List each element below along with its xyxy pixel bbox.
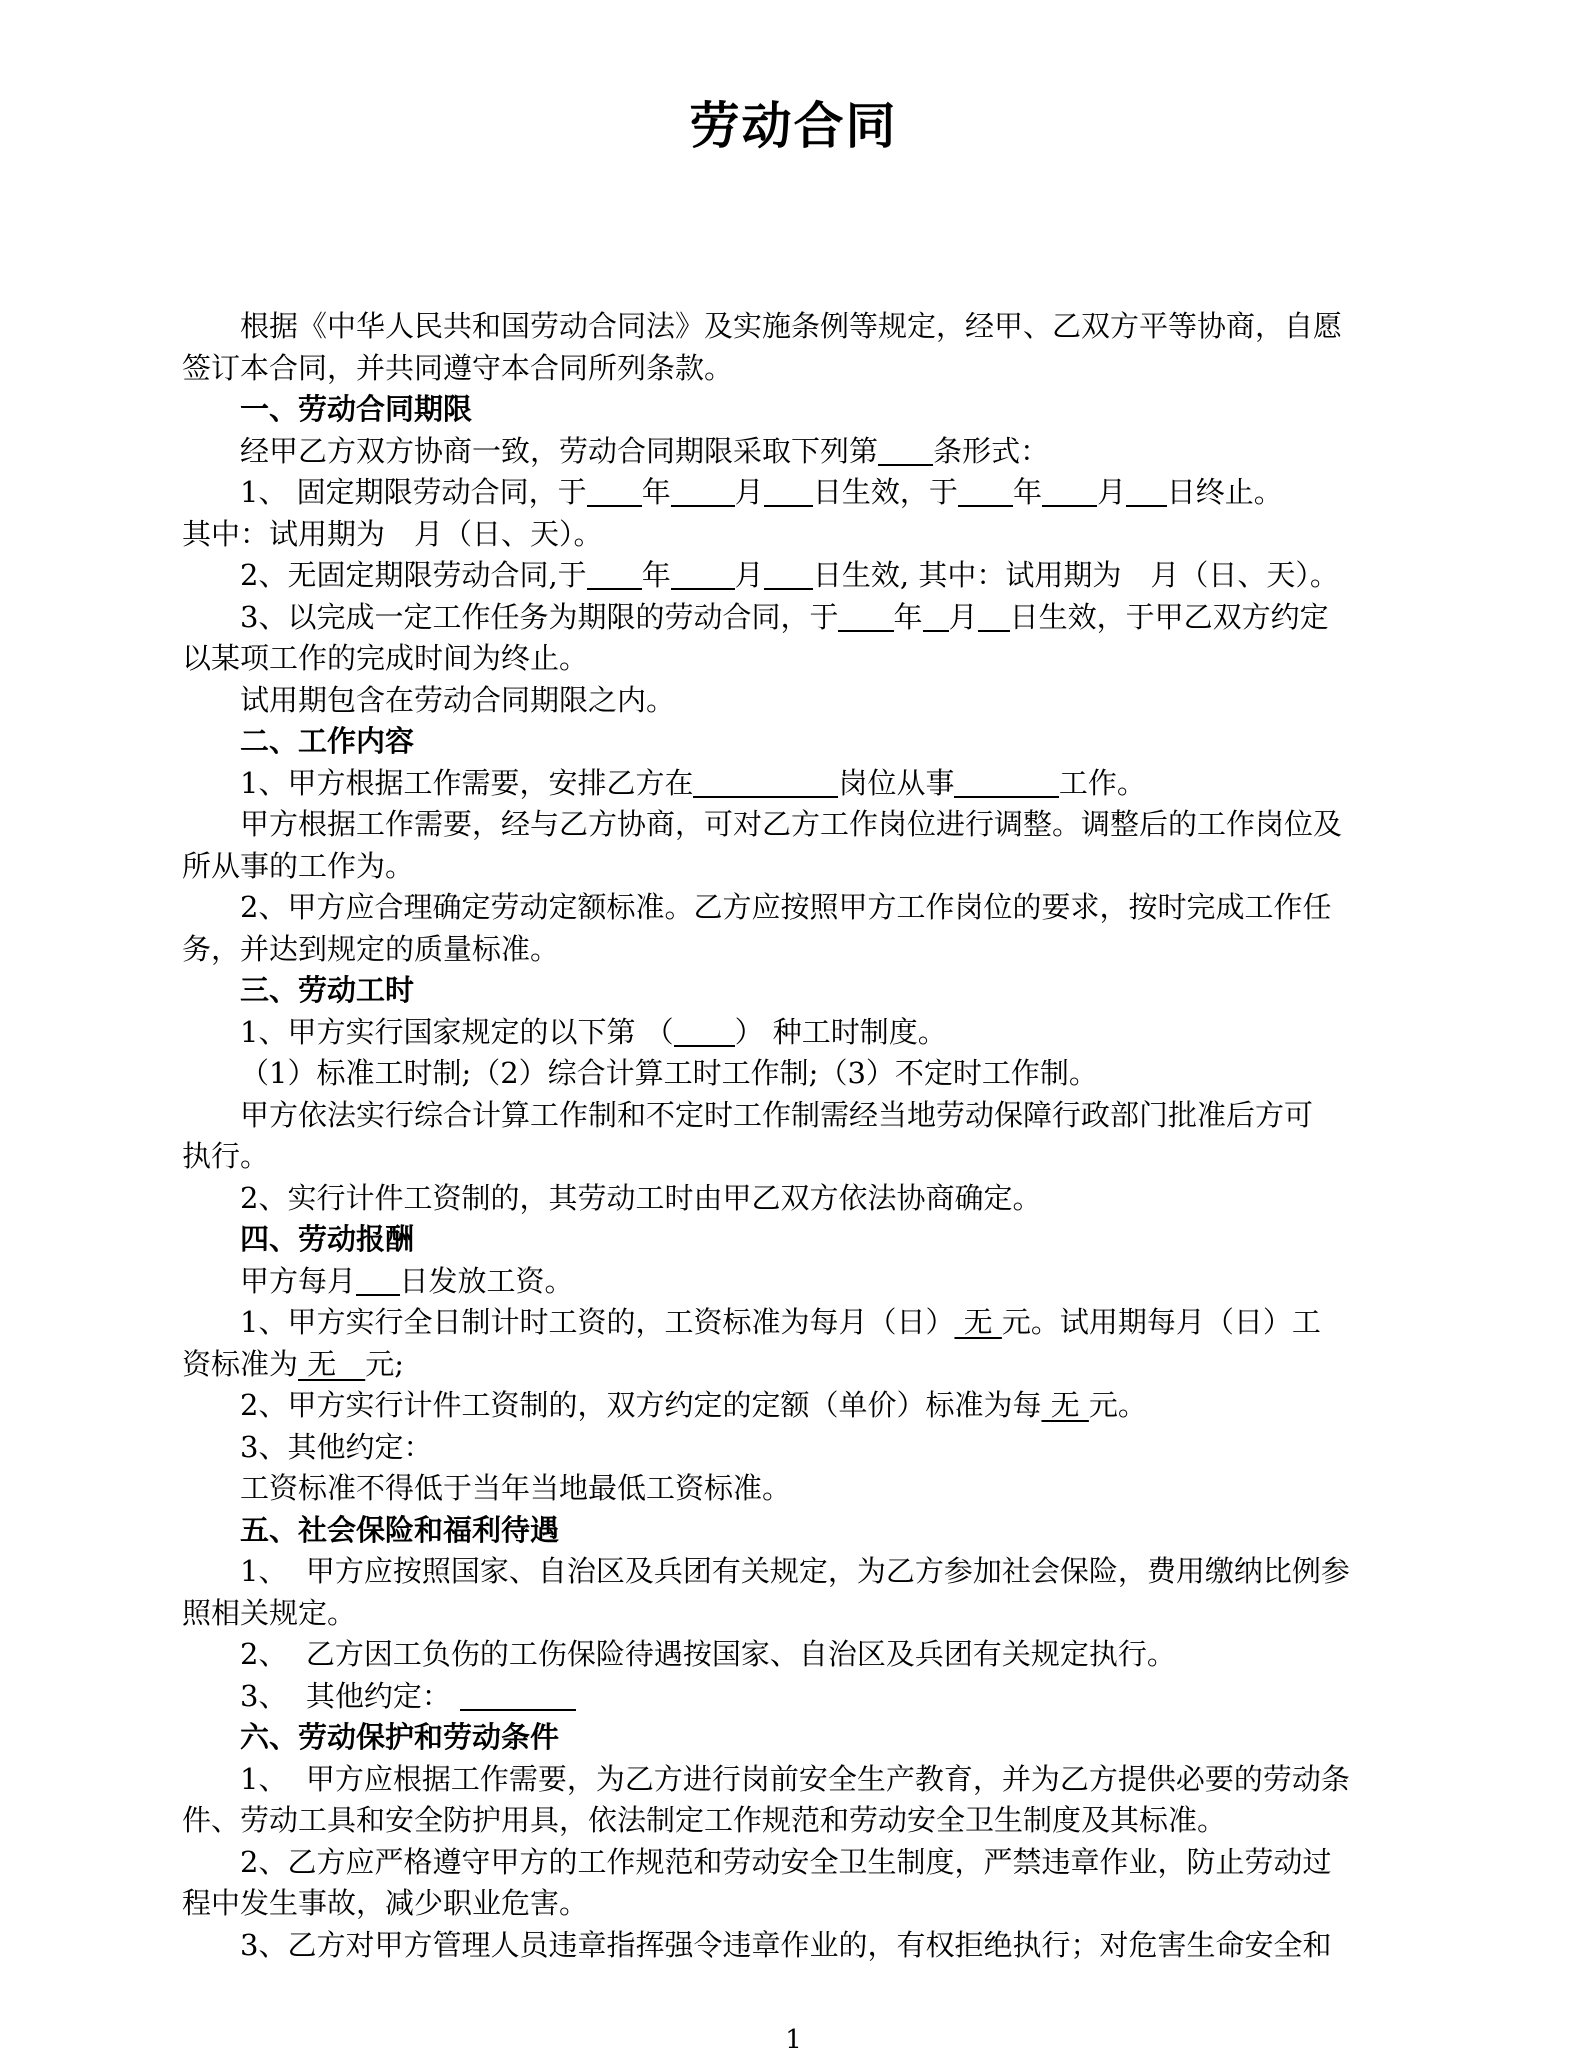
section-heading bbox=[182, 389, 1405, 431]
text-run: 年 bbox=[641, 475, 671, 509]
text-run: 年 bbox=[893, 599, 923, 634]
text-run: 务，并达到规定的质量标准。 bbox=[182, 931, 560, 966]
text-run: 1、 甲方应按照国家、自治区及兵团有关规定，为乙方参加社会保险，费用缴纳比例参 bbox=[240, 1554, 1350, 1588]
text-run: 2、乙方应严格遵守甲方的工作规范和劳动安全卫生制度，严禁违章作业，防止劳动过 bbox=[240, 1844, 1332, 1879]
text-run: 二、工作内容 bbox=[240, 724, 415, 758]
underlined-value: 无 bbox=[1041, 1388, 1089, 1422]
text-run: 日生效，于 bbox=[812, 475, 958, 509]
text-run: 2、 乙方因工负伤的工伤保险待遇按国家、自治区及兵团有关规定执行。 bbox=[240, 1637, 1176, 1671]
blank-underline bbox=[838, 601, 893, 632]
text-run: 2、甲方应合理确定劳动定额标准。乙方应按照甲方工作岗位的要求，按时完成工作任 bbox=[240, 890, 1332, 924]
text-run: 六、劳动保护和劳动条件 bbox=[240, 1720, 560, 1754]
paragraph bbox=[182, 1427, 1405, 1469]
text-run: 五、社会保险和福利待遇 bbox=[240, 1512, 560, 1547]
text-run: 资标准为 bbox=[182, 1346, 299, 1381]
blank-underline bbox=[587, 476, 642, 507]
blank-underline bbox=[978, 601, 1010, 632]
text-run: 日生效，于甲乙双方约定 bbox=[1009, 599, 1329, 634]
text-run: 1、甲方实行国家规定的以下第 （ bbox=[240, 1014, 674, 1049]
text-run: 根据《中华人民共和国劳动合同法》及实施条例等规定，经甲、乙双方平等协商，自愿 bbox=[240, 309, 1343, 343]
text-run: 条形式： bbox=[933, 433, 1050, 468]
blank-underline bbox=[764, 476, 813, 507]
text-run: 2、甲方实行计件工资制的，双方约定的定额（单价）标准为每 bbox=[240, 1388, 1042, 1422]
text-run: 岗位从事 bbox=[838, 765, 955, 800]
blank-underline bbox=[1126, 476, 1167, 507]
page-number: 1 bbox=[785, 2025, 802, 2055]
paragraph bbox=[182, 1053, 1405, 1095]
blank-underline bbox=[587, 559, 642, 590]
text-run: 照相关规定。 bbox=[182, 1595, 357, 1630]
paragraph bbox=[182, 804, 1405, 887]
text-run: 元。试用期每月（日）工 bbox=[1001, 1305, 1321, 1339]
blank-underline bbox=[923, 601, 949, 632]
document-body bbox=[182, 306, 1405, 1966]
paragraph bbox=[182, 1178, 1405, 1220]
text-run: 日终止。 bbox=[1166, 475, 1283, 509]
paragraph bbox=[182, 597, 1405, 680]
paragraph bbox=[182, 1925, 1405, 1967]
text-run: 工资标准不得低于当年当地最低工资标准。 bbox=[240, 1471, 792, 1505]
text-run: 四、劳动报酬 bbox=[240, 1222, 415, 1256]
text-run: 试用期包含在劳动合同期限之内。 bbox=[240, 682, 676, 717]
blank-underline bbox=[671, 476, 735, 507]
text-run: 2、实行计件工资制的，其劳动工时由甲乙双方依法协商确定。 bbox=[240, 1180, 1042, 1215]
text-run: 元; bbox=[365, 1346, 405, 1381]
paragraph bbox=[182, 680, 1405, 722]
text-run: 甲方每月 bbox=[240, 1263, 357, 1298]
blank-underline bbox=[693, 767, 838, 798]
paragraph bbox=[182, 306, 1405, 389]
text-run: 甲方根据工作需要，经与乙方协商，可对乙方工作岗位进行调整。调整后的工作岗位及 bbox=[240, 807, 1343, 841]
paragraph bbox=[182, 887, 1405, 970]
section-heading bbox=[182, 1219, 1405, 1261]
paragraph bbox=[182, 1759, 1405, 1842]
blank-underline bbox=[764, 559, 813, 590]
text-run: 3、其他约定： bbox=[240, 1429, 433, 1464]
text-run: 1、甲方实行全日制计时工资的，工资标准为每月（日） bbox=[240, 1305, 955, 1339]
text-run: 日发放工资。 bbox=[399, 1263, 574, 1298]
paragraph bbox=[182, 431, 1405, 473]
paragraph bbox=[182, 1012, 1405, 1054]
text-run: 其中：试用期为 月（日、天）。 bbox=[182, 516, 603, 551]
blank-underline bbox=[954, 767, 1058, 798]
text-run: 月 bbox=[734, 475, 764, 509]
document-title: 劳动合同 bbox=[689, 96, 898, 155]
text-run: ） 种工时制度。 bbox=[734, 1014, 947, 1049]
blank-underline bbox=[958, 476, 1013, 507]
paragraph bbox=[182, 1261, 1405, 1303]
text-run: 3、以完成一定工作任务为期限的劳动合同，于 bbox=[240, 599, 839, 634]
text-run: 一、劳动合同期限 bbox=[240, 392, 473, 426]
paragraph bbox=[182, 472, 1405, 555]
text-run: 年 bbox=[1013, 475, 1043, 509]
text-run: 执行。 bbox=[182, 1139, 270, 1173]
paragraph bbox=[182, 763, 1405, 805]
text-run: 1、甲方根据工作需要，安排乙方在 bbox=[240, 765, 694, 800]
text-run: 签订本合同，并共同遵守本合同所列条款。 bbox=[182, 350, 734, 385]
underlined-value: 无 bbox=[298, 1346, 366, 1381]
blank-underline bbox=[1042, 476, 1097, 507]
section-heading bbox=[182, 721, 1405, 763]
text-run: 月 bbox=[734, 558, 764, 592]
underlined-value: 无 bbox=[954, 1305, 1002, 1339]
paragraph bbox=[182, 1634, 1405, 1676]
text-run: 元。 bbox=[1088, 1388, 1147, 1422]
text-run: 三、劳动工时 bbox=[240, 973, 415, 1007]
paragraph bbox=[182, 1095, 1405, 1178]
paragraph bbox=[182, 555, 1405, 597]
section-heading bbox=[182, 1510, 1405, 1552]
text-run: 年 bbox=[641, 558, 671, 592]
paragraph bbox=[182, 1842, 1405, 1925]
blank-underline bbox=[671, 559, 735, 590]
text-run: 2、无固定期限劳动合同,于 bbox=[240, 558, 587, 592]
text-run: 3、乙方对甲方管理人员违章指挥强令违章作业的，有权拒绝执行；对危害生命安全和 bbox=[240, 1927, 1332, 1962]
text-run: 件、劳动工具和安全防护用具，依法制定工作规范和劳动安全卫生制度及其标准。 bbox=[182, 1803, 1227, 1837]
section-heading bbox=[182, 1717, 1405, 1759]
blank-underline bbox=[878, 435, 933, 466]
text-run: 以某项工作的完成时间为终止。 bbox=[182, 641, 589, 675]
text-run: 经甲乙方双方协商一致，劳动合同期限采取下列第 bbox=[240, 433, 879, 468]
section-heading bbox=[182, 970, 1405, 1012]
blank-underline bbox=[460, 1680, 576, 1711]
text-run: 程中发生事故，减少职业危害。 bbox=[182, 1886, 589, 1920]
text-run: 月 bbox=[1097, 475, 1127, 509]
text-run: 甲方依法实行综合计算工作制和不定时工作制需经当地劳动保障行政部门批准后方可 bbox=[240, 1097, 1314, 1132]
paragraph bbox=[182, 1302, 1405, 1385]
text-run: 3、 其他约定： bbox=[240, 1678, 461, 1713]
paragraph bbox=[182, 1551, 1405, 1634]
paragraph bbox=[182, 1676, 1405, 1718]
text-run: （1）标准工时制;（2）综合计算工时工作制;（3）不定时工作制。 bbox=[240, 1056, 1098, 1090]
paragraph bbox=[182, 1385, 1405, 1427]
paragraph bbox=[182, 1468, 1405, 1510]
text-run: 日生效, 其中：试用期为 月（日、天）。 bbox=[812, 558, 1339, 592]
text-run: 所从事的工作为。 bbox=[182, 848, 415, 883]
blank-underline bbox=[674, 1016, 735, 1047]
text-run: 1、 固定期限劳动合同，于 bbox=[240, 475, 587, 509]
text-run: 1、 甲方应根据工作需要，为乙方进行岗前安全生产教育，并为乙方提供必要的劳动条 bbox=[240, 1761, 1350, 1796]
blank-underline bbox=[356, 1265, 400, 1296]
text-run: 月 bbox=[948, 599, 978, 634]
text-run: 工作。 bbox=[1058, 765, 1146, 800]
